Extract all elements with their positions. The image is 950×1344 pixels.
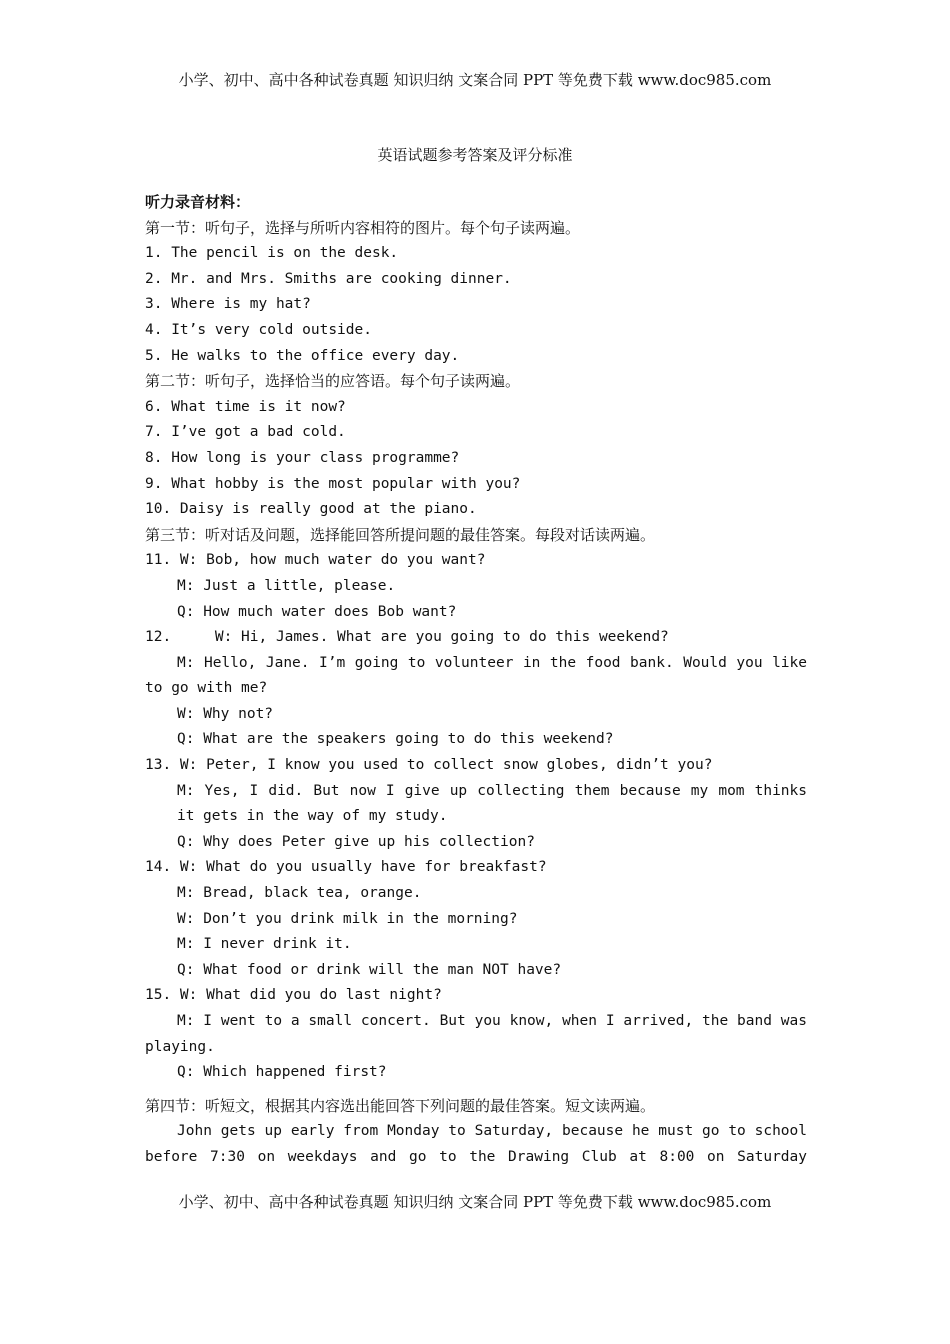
dialogue-line: playing. (145, 1038, 215, 1055)
dialogue-line: M: I never drink it. (177, 936, 352, 953)
dialogue-line: 11. W: Bob, how much water do you want? (145, 552, 486, 569)
dialogue-line: Q: How much water does Bob want? (177, 603, 457, 620)
dialogue-line: gets in the way of my study. (203, 808, 448, 825)
list-item: 9. What hobby is the most popular with you? (145, 475, 521, 492)
list-item: 1. The pencil is on the desk. (145, 245, 399, 262)
passage-line: John gets up early from Monday to Saturday, because he must go to school (177, 1123, 807, 1140)
dialogue-line: M: Yes, I did. But now I give up collecting them because my mom thinks it (177, 782, 807, 825)
dialogue-line: Q: What are the speakers going to do this weekend? (177, 731, 614, 748)
dialogue-line: Q: Which happened first? (177, 1064, 387, 1081)
dialogue-line: M: Hello, Jane. I’m going to volunteer in the food bank. Would you like (177, 654, 807, 671)
dialogue-line: 15. W: What did you do last night? (145, 987, 442, 1004)
dialogue-line: W: Don’t you drink milk in the morning? (177, 910, 518, 927)
section4-instruction: 第四节：听短文，根据其内容选出能回答下列问题的最佳答案。短文读两遍。 (145, 1096, 656, 1115)
document-body (145, 190, 807, 1171)
dialogue-line: W: Why not? (177, 705, 274, 722)
page-title: 英语试题参考答案及评分标准 (377, 146, 573, 164)
heading: 听力录音材料： (145, 193, 251, 211)
dialogue-line: Q: What food or drink will the man NOT have? (177, 961, 562, 978)
dialogue-line: 12. W: Hi, James. What are you going to do this weekend? (145, 629, 669, 646)
list-item: 8. How long is your class programme? (145, 449, 460, 466)
section2-instruction: 第二节：听句子，选择恰当的应答语。每个句子读两遍。 (145, 372, 521, 391)
dialogue-line: Q: Why does Peter give up his collection? (177, 833, 535, 850)
list-item: 5. He walks to the office every day. (145, 347, 460, 364)
dialogue-line: 14. W: What do you usually have for breakfast? (145, 859, 547, 876)
page-header: 小学、初中、高中各种试卷真题 知识归纳 文案合同 PPT 等免费下载 www.doc985.com (178, 71, 772, 89)
list-item: 2. Mr. and Mrs. Smiths are cooking dinner. (145, 270, 512, 287)
dialogue-line: M: I went to a small concert. But you know, when I arrived, the band was (177, 1013, 807, 1029)
list-item: 7. I’ve got a bad cold. (145, 424, 346, 441)
section1-instruction: 第一节：听句子，选择与所听内容相符的图片。每个句子读两遍。 (145, 218, 581, 237)
dialogue-line: to go with me? (145, 680, 268, 697)
list-item: 10. Daisy is really good at the piano. (145, 501, 477, 518)
list-item: 4. It’s very cold outside. (145, 321, 372, 338)
dialogue-line: 13. W: Peter, I know you used to collect snow globes, didn’t you? (145, 757, 713, 774)
page-footer: 小学、初中、高中各种试卷真题 知识归纳 文案合同 PPT 等免费下载 www.doc985.com (178, 1193, 772, 1211)
dialogue-line: M: Just a little, please. (177, 577, 396, 594)
section3-instruction: 第三节：听对话及问题，选择能回答所提问题的最佳答案。每段对话读两遍。 (145, 525, 656, 544)
passage-line: before 7:30 on weekdays and go to the Drawing Club at 8:00 on Saturday (145, 1148, 807, 1165)
list-item: 6. What time is it now? (145, 398, 346, 415)
dialogue-line: M: Bread, black tea, orange. (177, 885, 422, 902)
list-item: 3. Where is my hat? (145, 296, 311, 313)
